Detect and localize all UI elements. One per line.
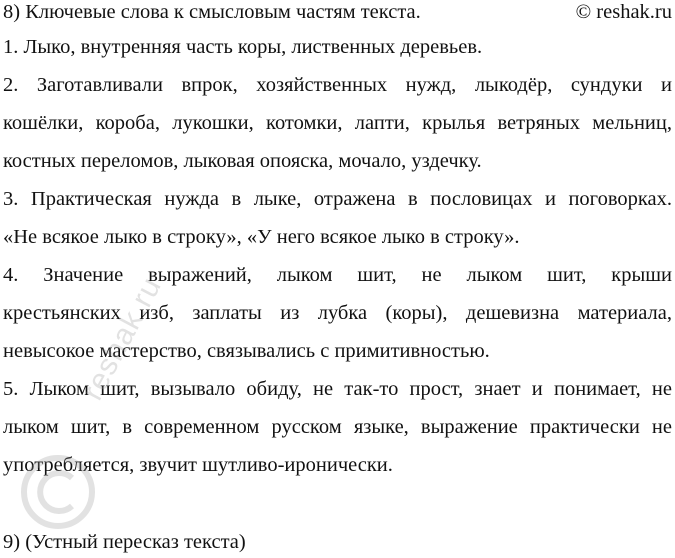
item-3-line-1: 3. Практическая нужда в лыке, отражена в пословицах и поговорках. [3, 188, 672, 210]
item-5-line-3: употребляется, звучит шутливо-иронически. [3, 454, 393, 476]
item-2-line-2: кошёлки, короба, лукошки, котомки, лапти, крылья ветряных мельниц, [3, 112, 672, 134]
item-4-line-3: невысокое мастерство, связывались с примитивностью. [3, 340, 490, 362]
item-1: 1. Лыко, внутренняя часть коры, лиственных деревьев. [3, 36, 483, 58]
item-9: 9) (Устный пересказ текста) [3, 531, 246, 553]
item-3-line-2: «Не всякое лыко в строку», «У него всякое лыко в строку». [3, 226, 520, 248]
item-4-line-1: 4. Значение выражений, лыком шит, не лыком шит, крыши [3, 264, 672, 286]
item-2-line-1: 2. Заготавливали впрок, хозяйственных нужд, лыкодёр, сундуки и [3, 74, 672, 96]
item-2-line-3: костных переломов, лыковая опояска, мочало, уздечку. [3, 150, 482, 172]
item-4-line-2: крестьянских изб, заплаты из лубка (коры), дешевизна материала, [3, 302, 672, 324]
section-heading: 8) Ключевые слова к смысловым частям текста. [3, 1, 421, 23]
site-credit: © reshak.ru [575, 1, 672, 23]
item-5-line-2: лыком шит, в современном русском языке, выражение практически не [3, 416, 672, 438]
watermark-text: reshak.ru [76, 271, 169, 406]
item-5-line-1: 5. Лыком шит, вызывало обиду, не так-то прост, знает и понимает, не [3, 378, 672, 400]
